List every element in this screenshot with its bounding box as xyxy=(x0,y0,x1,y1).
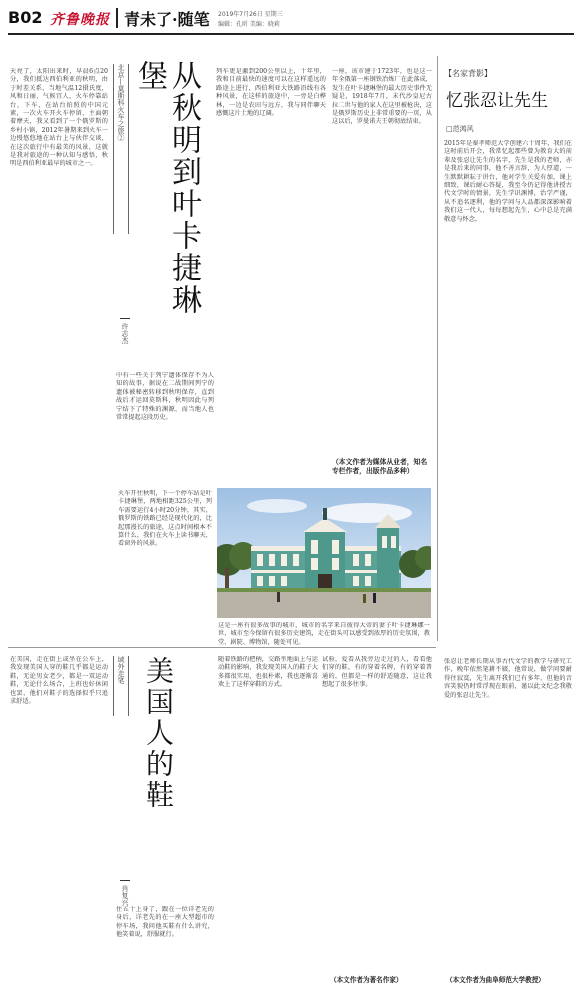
article-2-tag: 【名家背影】 xyxy=(444,69,492,78)
article-3-author: 肖复兴 xyxy=(120,880,130,925)
article-1-author-caption: （本文作者为媒体从业者，知名专栏作者，出版作品多种） xyxy=(332,458,428,475)
article-3-title: 美国人的鞋 xyxy=(142,656,175,811)
article-3-column-label: 域外走笔 xyxy=(113,656,129,716)
article-1-col5: 火车开往秋明，下一个停车站是叶卡捷琳堡，两地相距325公里，列车需要运行4小时20分钟，其实，俄罗斯的铁路已经是现代化的，比起那漫长的旅途，这点时间根本不算什么，我们在火车上读书聊天，看窗外的风景。 xyxy=(118,490,212,548)
editors-line: 编辑：孔昕 美编：晓莉 xyxy=(218,21,280,28)
article-1-col6: 这是一座有很多故事的城市，城市的名字来自彼得大帝的妻子叶卡捷琳娜一世，城市至今保留有很多历史建筑，走在街头可以感受到浓厚的历史氛围，教堂、剧院、博物馆，随处可见。 xyxy=(218,622,430,646)
page-number: B02 xyxy=(8,8,43,27)
article-3-col1: 在美国，走在街上或坐在公车上，我发现美国人穿的鞋几乎都是运动鞋，无论男女老少，都是一双运动鞋，无论什么场合，上班也好休闲也罢，他们对鞋子的选择似乎只追求舒适。 xyxy=(10,656,108,706)
article-2-author-caption: （本文作者为曲阜师范大学教授） xyxy=(446,976,545,984)
article-2-author: □范鸿风 xyxy=(446,125,474,133)
article-1-col4: 中有一些关于列宁遗体保存不为人知的故事，据说在二战期间列宁的遗体被秘密转移到秋明保存，直到战后才运回莫斯科，秋明因此与列宁结下了特殊的渊源，而当地人也常常提起这段历史。 xyxy=(116,372,214,422)
article-2-title: 忆张忍让先生 xyxy=(446,91,548,111)
newspaper-logo: 齐鲁晚报 xyxy=(50,12,110,28)
article-3-col4: 试验，爱看从我旁边走过的人，看看他们穿的鞋，有的穿着名牌，有的穿着普通的，但都是一样的舒适随意，这让我想起了很多往事。 xyxy=(322,656,432,689)
header-separator xyxy=(116,8,118,28)
building-photo-svg xyxy=(217,488,431,618)
article-1-author: 许志杰 xyxy=(120,318,130,373)
section-divider xyxy=(8,647,436,648)
article-2-body: 2015年是秦孝师范大学创建六十周年，我们在这时前后开会，我常忆起那些曾为教育大的前辈及张忍让先生的名字，先生是我的老师，亦是我后来的同事，他不善言辞，为人厚道，一生默默耕耘于讲台，他对学生关爱有加，课上细致，课后耐心答疑，我至今仍记得他讲授古代文学时的情景，先生学识渊博，治学严谨，从不追名逐利，他的学问与人品都深深影响着我们这一代人，每每想起先生，心中总是充满敬意与怀念。 xyxy=(444,140,572,223)
article-3-col2: 住五十上身了，跟在一位详老先的身后，详老先的在一座大型超市的停车场，我问他买鞋有什么讲究，他笑着说，舒服就行。 xyxy=(116,906,214,939)
issue-date: 2019年7月26日 星期三 xyxy=(218,11,283,18)
article-1-col3: 一座，该市建于1723年，也是这一年全俄第一座钢铁冶炼厂在此落成，发生在叶卡捷琳堡的最大历史事件无疑是，1918年7月，末代沙皇尼古拉二世与他的家人在这里被枪决，这是俄罗斯历史上非常重要的一页，从这以后，罗曼诺夫王朝彻底结束。 xyxy=(332,68,432,126)
header-rule xyxy=(8,33,574,35)
article-1-col1: 天亮了，太阳出来时，早晨6点20分，我们抵达西伯利亚的秋明，由于时差关系，当地气温12摄氏度，风和日丽，气候宜人，火车停靠站台，下车，在站台拍照的中国元素，一次火车开火车停留，主面朝着摩天，我又看到了一个俄罗斯的乡村小镇，2012年暑期来到火车一边慢悠悠地在站台上与伙伴交谈，在这次旅行中有最美的风景，这就是我对旅途的一种认知与感悟，秋明是西伯利亚最早的城市之一。 xyxy=(10,68,108,168)
article-1-photo xyxy=(217,488,431,618)
page-header xyxy=(8,4,574,34)
section-title: 青未了·随笔 xyxy=(124,10,210,29)
article-3-author-caption: （本文作者为著名作家） xyxy=(330,976,403,984)
article-2-body-continued: 张忍让老师长期从事古代文学的教学与研究工作，晚年依然笔耕不辍，他常说，做学问要耐得住寂寞，先生离开我们已有多年，但他的音容笑貌仍时常浮现在眼前，谨以此文纪念我敬爱的张忍让先生。 xyxy=(444,658,572,699)
article-1-col2: 列车更是激到200公里以上，十年里，我和目前最快的速度可以在这样遥远的路途上进行，西伯利亚大铁路沿线有各种风景，在这样的旅途中，一旁是白桦林，一边是农田与远方，我与同伴聊天感慨这片土地的辽阔。 xyxy=(216,68,326,118)
article-3-col3: 随着铁路的把柄，交路坐地面上与运动鞋的影响，我发现美国人的鞋子大多都很实用，也很朴素，我也逐渐喜欢上了这样穿鞋的方式。 xyxy=(218,656,318,689)
column-divider xyxy=(437,56,438,641)
article-1-title: 从秋明到叶卡捷琳堡 xyxy=(132,60,201,316)
article-1-column-label: 北京—莫斯科火车之旅② xyxy=(113,64,129,234)
